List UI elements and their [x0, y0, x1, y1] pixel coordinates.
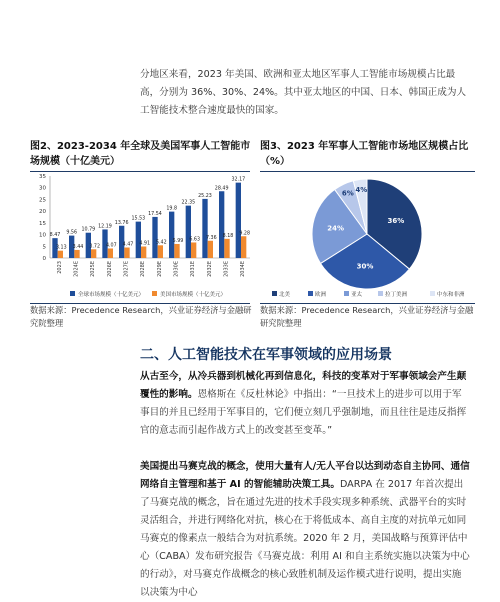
data-label-us: 9.28 — [239, 231, 251, 237]
x-tick-label: 2023 — [56, 261, 63, 274]
y-tick-label: 5 — [42, 244, 46, 251]
data-label-global: 22.35 — [181, 200, 196, 206]
data-label-global: 17.54 — [148, 211, 162, 217]
legend-swatch — [152, 291, 157, 296]
legend-swatch — [308, 291, 313, 296]
data-label-global: 9.56 — [66, 230, 78, 236]
pie-data-label: 24% — [327, 224, 345, 233]
bar-us — [108, 248, 113, 258]
paragraph-2-lead: 美国提出马赛克战的概念，使用大量有人/无人平台以达到动态自主协同、通信网络自主管理和基于 AI 的智能辅助决策工具。 — [140, 461, 470, 490]
data-label-us: 4.91 — [139, 241, 151, 247]
section-heading: 二、人工智能技术在军事领域的应用场景 — [140, 347, 392, 363]
data-label-us: 7.36 — [205, 235, 217, 241]
y-tick-label: 20 — [39, 209, 46, 216]
x-tick-label: 2028E — [140, 261, 147, 277]
bar-global — [152, 217, 157, 258]
legend-label: 北美 — [279, 292, 291, 298]
bar-us — [74, 250, 79, 258]
data-label-us: 3.13 — [55, 245, 67, 251]
bar-us — [174, 244, 179, 258]
legend-swatch — [430, 291, 435, 296]
data-label-us: 5.99 — [172, 238, 184, 244]
pie-data-label: 30% — [356, 262, 374, 271]
data-label-us: 3.44 — [72, 244, 84, 250]
data-label-us: 5.42 — [155, 240, 167, 246]
paragraph-1-body: 恩格斯在《反杜林论》中指出：“一旦技术上的进步可以用于军事目的并且已经用于军事目的，它们便立刻几乎强制地，而且往往是违反指挥官的意志而引起作战方式上的改变甚至变革。” — [140, 389, 467, 436]
legend-label: 中东和非洲 — [437, 292, 465, 298]
bar-global — [236, 183, 241, 258]
bar-us — [158, 245, 163, 258]
x-tick-label: 2030E — [173, 261, 180, 277]
legend-swatch — [378, 291, 383, 296]
data-label-global: 12.19 — [98, 224, 112, 230]
figure3-source: 数据来源：Precedence Research，兴业证券经济与金融研究院整理 — [260, 305, 474, 328]
section2-paragraph-1 — [140, 368, 470, 440]
x-tick-label: 2031E — [190, 261, 197, 277]
bar-us — [58, 251, 63, 258]
x-tick-label: 2025E — [90, 261, 97, 277]
x-tick-label: 2024E — [73, 261, 80, 277]
legend-label: 全球市场规模（十亿美元） — [78, 292, 145, 298]
x-tick-label: 2032E — [206, 261, 213, 277]
data-label-global: 28.49 — [214, 186, 229, 192]
bar-global — [186, 206, 191, 258]
data-label-global: 15.53 — [131, 216, 146, 222]
y-tick-label: 15 — [39, 220, 46, 227]
x-tick-label: 2033E — [223, 261, 230, 277]
data-label-us: 4.07 — [105, 243, 117, 249]
bar-us — [124, 248, 129, 258]
paragraph-2-body: DARPA 在 2017 年首次提出了马赛克战的概念，旨在通过先进的技术手段实现多种系统、武器平台的实时灵活组合，并进行网络化对抗，核心在于将低成本、高自主度的对抗单元如同马赛克的像素点一般结合为对抗系统。2020 年 2 月，美国战略与预算评估中心（CABA）发布研究报告《马赛克战：利用 AI 和自主系统实施以决策为中心的行动》，对马赛克作战概念的核心致胜机制及运作模式进行说明，提出实施以决策为中心 — [140, 479, 470, 598]
bar-us — [224, 239, 229, 258]
data-label-us: 4.47 — [122, 242, 134, 248]
legend-swatch — [344, 291, 349, 296]
data-label-global: 8.47 — [49, 233, 61, 239]
data-label-global: 10.79 — [81, 227, 96, 233]
figure2-title: 图2、2023-2034 年全球及美国军事人工智能市场规模（十亿美元） — [30, 141, 251, 167]
y-tick-label: 25 — [39, 197, 46, 204]
data-label-us: 3.72 — [89, 244, 101, 250]
data-label-global: 25.23 — [198, 193, 212, 199]
bar-us — [241, 236, 246, 258]
y-tick-label: 0 — [42, 256, 46, 262]
bar-us — [141, 246, 146, 258]
data-label-global: 13.76 — [114, 220, 129, 226]
bar-us — [191, 242, 196, 258]
legend-label: 美国市场规模（十亿美元） — [160, 292, 227, 298]
x-tick-label: 2027E — [123, 261, 130, 277]
figure2-bar-chart — [30, 172, 255, 302]
bar-global — [136, 222, 141, 258]
intro-paragraph: 分地区来看，2023 年美国、欧洲和亚太地区军事人工智能市场规模占比最高，分别为 36%、30%、24%。其中亚太地区的中国、日本、韩国正成为人工智能技术整合速度最快的国家。 — [140, 69, 467, 116]
figure3-pie-chart — [260, 172, 475, 302]
y-tick-label: 35 — [39, 174, 46, 180]
data-label-us: 8.18 — [222, 233, 234, 239]
data-label-global: 32.17 — [231, 177, 246, 183]
x-tick-label: 2029E — [156, 261, 163, 277]
bar-global — [202, 199, 207, 258]
bar-global — [219, 191, 224, 258]
bar-global — [169, 212, 174, 258]
data-label-global: 19.8 — [166, 206, 178, 212]
x-tick-label: 2034E — [240, 261, 247, 277]
legend-swatch — [272, 291, 277, 296]
legend-label: 亚太 — [351, 292, 363, 298]
data-label-us: 6.63 — [189, 237, 201, 243]
y-tick-label: 30 — [39, 185, 46, 192]
paragraph-1-lead: 从古至今，从冷兵器到机械化再到信息化，科技的变革对于军事领域会产生颠覆性的影响。 — [140, 371, 467, 400]
figure2-source: 数据来源：Precedence Research，兴业证券经济与金融研究院整理 — [30, 305, 252, 328]
bar-us — [208, 241, 213, 258]
pie-data-label: 36% — [387, 216, 405, 225]
section2-paragraph-2 — [140, 458, 470, 602]
y-tick-label: 10 — [39, 232, 46, 239]
x-tick-label: 2026E — [106, 261, 113, 277]
legend-label: 欧洲 — [315, 292, 327, 298]
pie-data-label: 6% — [341, 189, 354, 198]
legend-label: 拉丁美洲 — [385, 292, 408, 298]
bar-us — [91, 249, 96, 258]
legend-swatch — [70, 291, 75, 296]
pie-data-label: 4% — [355, 185, 368, 194]
figure3-title: 图3、2023 年军事人工智能市场地区规模占比（%） — [260, 141, 469, 167]
